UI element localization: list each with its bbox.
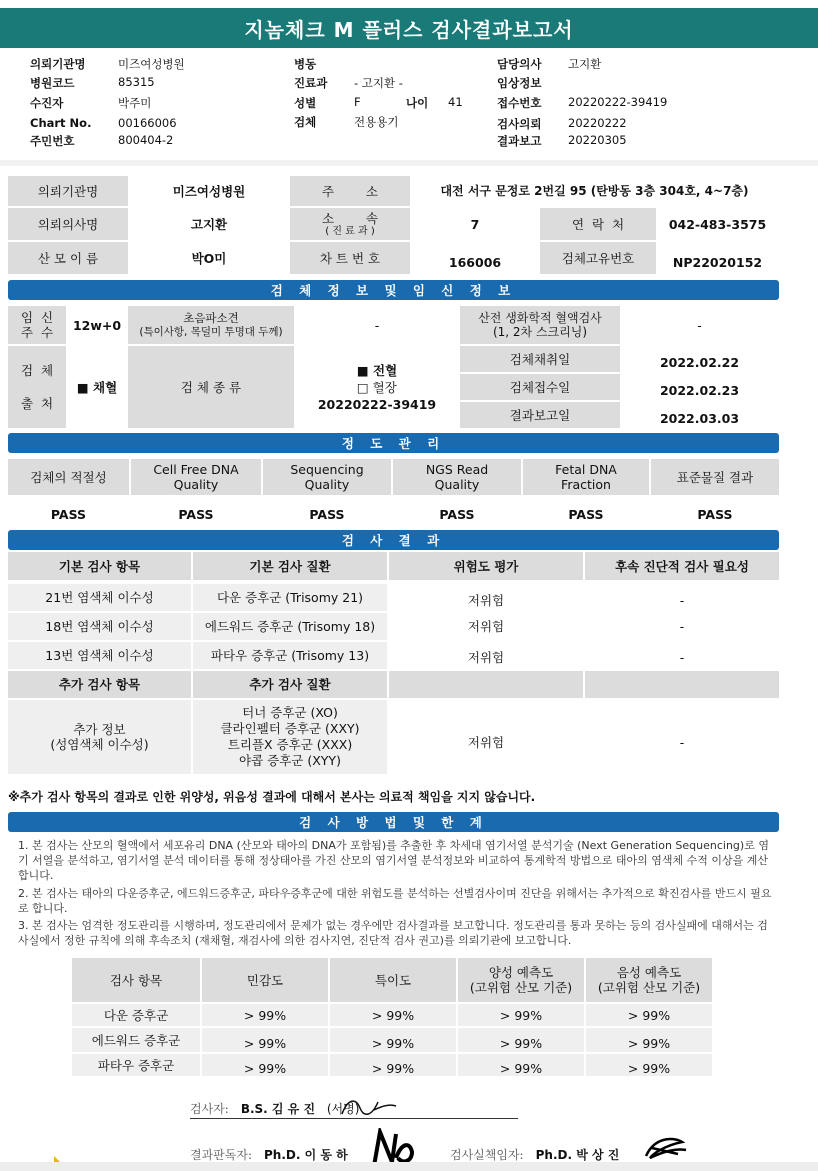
method-note: 2. 본 검사는 태아의 다운증후군, 에드워드증후군, 파타우증후군에 대한 위험도를 분석하는 선별검사이며 진단을 위해서는 추가적으로 확진검사를 반드시 필요로 합니다. bbox=[18, 887, 772, 915]
result-cell: 21번 염색체 이수성 bbox=[8, 584, 191, 611]
spec-label: 검체채취일 bbox=[460, 346, 620, 372]
header-value: 고지환 bbox=[568, 57, 602, 71]
add-item-line: (성염색체 이수성) bbox=[50, 737, 149, 752]
type-line: ■ 전혈 bbox=[356, 362, 398, 378]
header-label: 접수번호 bbox=[497, 96, 542, 110]
header-label: 성별 bbox=[294, 96, 317, 110]
spec-label: 검체접수일 bbox=[460, 374, 620, 400]
header-label: 병동 bbox=[294, 57, 317, 71]
info-value: 박O미 bbox=[128, 242, 290, 274]
spec-value: - bbox=[620, 306, 779, 344]
spec-label: 임 신 bbox=[20, 310, 54, 325]
type-line: 20220222-39419 bbox=[317, 396, 437, 412]
ga-label-cell bbox=[8, 306, 66, 344]
section-qc-header: 정 도 관 리 bbox=[8, 433, 779, 453]
spec-value: ■ 채혈 bbox=[66, 346, 128, 428]
report-title: 지놈체크 M 플러스 검사결과보고서 bbox=[0, 8, 818, 48]
qc-header bbox=[651, 459, 779, 495]
header-value: 20220305 bbox=[568, 133, 627, 147]
us-label-cell bbox=[128, 306, 294, 344]
header-label: 담당의사 bbox=[497, 57, 542, 71]
perf-header-line: 양성 예측도 bbox=[488, 965, 554, 980]
header-label: 병원코드 bbox=[30, 76, 75, 90]
header-value: 20220222 bbox=[568, 116, 627, 130]
header-label: 나이 bbox=[406, 96, 429, 110]
qc-value: PASS bbox=[651, 503, 779, 525]
qc-value: PASS bbox=[131, 503, 261, 525]
perf-header: 특이도 bbox=[330, 958, 456, 1002]
info-label: 소 속 bbox=[322, 210, 378, 226]
header-value: - 고지환 - bbox=[354, 76, 403, 90]
header-label: 의뢰기관명 bbox=[30, 57, 86, 71]
add-item-line: 추가 정보 bbox=[73, 722, 126, 737]
header-label: 주민번호 bbox=[30, 134, 75, 148]
qc-value: PASS bbox=[8, 503, 129, 525]
spec-value: 2022.03.03 bbox=[620, 402, 779, 428]
info-value: NP22020152 bbox=[656, 242, 779, 274]
info-label: 연 락 처 bbox=[540, 208, 656, 240]
add-item-cell bbox=[8, 700, 191, 774]
info-value: 042-483-3575 bbox=[656, 208, 779, 240]
chief-label: 검사실책임자: bbox=[450, 1148, 524, 1162]
spec-label: 주 수 bbox=[20, 325, 54, 340]
perf-header: 검사 항목 bbox=[72, 958, 200, 1002]
spec-label: 결과보고일 bbox=[460, 402, 620, 428]
header-label: 진료과 bbox=[294, 76, 328, 90]
tester-name: B.S. 김 유 진 bbox=[240, 1102, 316, 1116]
header-value: 20220222-39419 bbox=[568, 95, 668, 109]
spec-value: - bbox=[294, 306, 460, 344]
screen-label-cell bbox=[460, 306, 620, 344]
add-disease: 트리플X 증후군 (XXX) bbox=[227, 737, 353, 752]
perf-cell: 다운 증후군 bbox=[72, 1004, 200, 1026]
chief-name: Ph.D. 박 상 진 bbox=[535, 1148, 620, 1162]
header-value: 미즈여성병원 bbox=[118, 57, 185, 71]
qc-header-line: Fetal DNA bbox=[555, 462, 617, 477]
perf-cell: > 99% bbox=[458, 1028, 584, 1052]
tester-signature-line bbox=[190, 1100, 359, 1117]
result-header: 추가 검사 질환 bbox=[193, 671, 387, 698]
perf-header: 민감도 bbox=[202, 958, 328, 1002]
perf-cell: > 99% bbox=[202, 1054, 328, 1076]
header-label: Chart No. bbox=[30, 116, 92, 130]
tester-sign-text: (서명) bbox=[326, 1102, 360, 1116]
judge-signature-line bbox=[190, 1146, 348, 1163]
add-disease: 야콥 증후군 (XYY) bbox=[239, 753, 341, 768]
add-disease: 클라인펠터 증후군 (XXY) bbox=[220, 721, 360, 736]
header-label: 검사의뢰 bbox=[497, 117, 542, 131]
result-cell: - bbox=[585, 642, 779, 669]
qc-value: PASS bbox=[393, 503, 521, 525]
header-label: 검체 bbox=[294, 115, 317, 129]
spec-label: (특이사항, 목덜미 투명대 두께) bbox=[139, 325, 283, 338]
add-disease-cell bbox=[193, 700, 387, 774]
disclaimer: ※추가 검사 항목의 결과로 인한 위양성, 위음성 결과에 대해서 본사는 의료적 책임을 지지 않습니다. bbox=[8, 790, 536, 804]
result-cell: 13번 염색체 이수성 bbox=[8, 642, 191, 669]
info-label: 의뢰의사명 bbox=[8, 208, 128, 240]
info-value: 미즈여성병원 bbox=[128, 176, 290, 206]
spec-value: 2022.02.23 bbox=[620, 374, 779, 400]
chief-signature-line bbox=[450, 1146, 619, 1163]
perf-cell: > 99% bbox=[330, 1054, 456, 1076]
qc-header bbox=[131, 459, 261, 495]
header-label: 수진자 bbox=[30, 96, 64, 110]
method-note: 1. 본 검사는 산모의 혈액에서 세포유리 DNA (산모와 태아의 DNA가 포함됨)를 추출한 후 차세대 염기서열 분석기술 (Next Generation Sequencing)로 염기 서열을 분석하고, 염기서열 분석 데이터를 통해 정상태아를 가진 산모의 염기서열 분석정보와 비교하여 통계학적 방법으로 태아의 염색체 수적 이상을 계산합니다. bbox=[18, 839, 769, 882]
result-header: 기본 검사 항목 bbox=[8, 552, 191, 580]
chief-signature-mark bbox=[642, 1134, 688, 1162]
perf-cell: > 99% bbox=[458, 1054, 584, 1076]
result-cell: - bbox=[585, 584, 779, 611]
perf-cell: > 99% bbox=[586, 1004, 712, 1026]
tester-label: 검사자: bbox=[190, 1102, 229, 1116]
tester-signature-mark bbox=[338, 1094, 398, 1120]
header-value: 00166006 bbox=[118, 116, 177, 130]
perf-header-line: (고위험 산모 기준) bbox=[469, 980, 573, 995]
result-header: 기본 검사 질환 bbox=[193, 552, 387, 580]
info-label: 의뢰기관명 bbox=[8, 176, 128, 206]
qc-value: PASS bbox=[523, 503, 649, 525]
spec-label: 초음파소견 bbox=[183, 310, 239, 325]
qc-header bbox=[263, 459, 391, 495]
perf-cell: > 99% bbox=[202, 1028, 328, 1052]
qc-header-line: Quality bbox=[173, 477, 219, 492]
header-label: 임상정보 bbox=[497, 76, 542, 90]
result-header-blank bbox=[585, 671, 779, 698]
judge-name: Ph.D. 이 동 하 bbox=[264, 1148, 348, 1162]
result-cell: 저위험 bbox=[389, 613, 583, 640]
result-cell: 에드워드 증후군 (Trisomy 18) bbox=[193, 613, 387, 640]
header-label: 결과보고 bbox=[497, 134, 542, 148]
perf-cell: > 99% bbox=[330, 1004, 456, 1026]
result-cell: 파타우 증후군 (Trisomy 13) bbox=[193, 642, 387, 669]
info-value: 166006 bbox=[410, 242, 540, 274]
qc-header bbox=[8, 459, 129, 495]
qc-header-line: Quality bbox=[434, 477, 480, 492]
method-note: 3. 본 검사는 엄격한 정도관리를 시행하며, 정도관리에서 문제가 없는 경우에만 검사결과를 보고합니다. 정도관리를 통과 못하는 등의 검사실패에 대해서는 검사실에서 정한 규칙에 의해 후속조치 (재채혈, 재검사에 의한 검사지연, 진단적 검사 권고)를 의뢰기관에 보고합니다. bbox=[18, 919, 768, 947]
section-result-header: 검 사 결 과 bbox=[8, 530, 779, 550]
qc-header-line: Sequencing bbox=[290, 462, 364, 477]
perf-header-line: 음성 예측도 bbox=[616, 965, 682, 980]
perf-cell: > 99% bbox=[586, 1028, 712, 1052]
type-value-cell bbox=[294, 346, 460, 428]
qc-header-line: 검체의 적절성 bbox=[30, 469, 107, 485]
perf-cell: > 99% bbox=[586, 1054, 712, 1076]
header-value: 85315 bbox=[118, 75, 155, 89]
spec-label: 산전 생화학적 혈액검사 bbox=[478, 310, 602, 325]
header-divider bbox=[0, 160, 818, 166]
add-disease: 터너 증후군 (XO) bbox=[242, 705, 338, 720]
spec-value: 2022.02.22 bbox=[620, 346, 779, 372]
spec-label: 검 체 종 류 bbox=[128, 346, 294, 428]
header-value: 800404-2 bbox=[118, 133, 174, 147]
qc-header bbox=[523, 459, 649, 495]
result-cell: 18번 염색체 이수성 bbox=[8, 613, 191, 640]
result-cell: - bbox=[585, 700, 779, 774]
info-value: 7 bbox=[410, 208, 540, 240]
perf-cell: > 99% bbox=[202, 1004, 328, 1026]
spec-value: 12w+0 bbox=[66, 306, 128, 344]
qc-value: PASS bbox=[263, 503, 391, 525]
perf-header bbox=[586, 958, 712, 1002]
corner-marker bbox=[54, 1156, 60, 1162]
qc-header-line: Fraction bbox=[561, 477, 611, 492]
page-bottom-strip bbox=[0, 1162, 818, 1171]
section-specimen-header: 검 체 정 보 및 임 신 정 보 bbox=[8, 280, 779, 300]
perf-header bbox=[458, 958, 584, 1002]
info-value: 대전 서구 문정로 2번길 95 (탄방동 3층 304호, 4~7층) bbox=[410, 176, 779, 206]
info-label: 차 트 번 호 bbox=[290, 242, 410, 274]
header-value: 41 bbox=[448, 95, 463, 109]
qc-header bbox=[393, 459, 521, 495]
result-header: 위험도 평가 bbox=[389, 552, 583, 580]
result-cell: 저위험 bbox=[389, 700, 583, 774]
type-line: □ 혈장 bbox=[356, 379, 397, 395]
perf-cell: > 99% bbox=[458, 1004, 584, 1026]
spec-label: (1, 2차 스크리닝) bbox=[492, 325, 588, 339]
result-header: 후속 진단적 검사 필요성 bbox=[585, 552, 779, 580]
info-label: 산 모 이 름 bbox=[8, 242, 128, 274]
header-value: F bbox=[354, 95, 361, 109]
info-label: 검체고유번호 bbox=[540, 242, 656, 274]
qc-header-line: NGS Read bbox=[425, 462, 489, 477]
perf-cell: 파타우 증후군 bbox=[72, 1054, 200, 1076]
dept-label-cell bbox=[290, 208, 410, 240]
perf-header-line: (고위험 산모 기준) bbox=[597, 980, 701, 995]
result-header-blank bbox=[389, 671, 583, 698]
info-label: 주 소 bbox=[290, 176, 410, 206]
perf-cell: > 99% bbox=[330, 1028, 456, 1052]
judge-label: 결과판독자: bbox=[190, 1148, 253, 1162]
info-value: 고지환 bbox=[128, 208, 290, 240]
section-method-header: 검 사 방 법 및 한 계 bbox=[8, 812, 779, 832]
result-cell: 저위험 bbox=[389, 642, 583, 669]
header-value: 박주미 bbox=[118, 96, 152, 110]
qc-header-line: Quality bbox=[304, 477, 350, 492]
qc-header-line: Cell Free DNA bbox=[153, 462, 239, 477]
info-label: ( 진 료 과 ) bbox=[325, 225, 375, 237]
result-cell: 저위험 bbox=[389, 584, 583, 611]
qc-header-line: 표준물질 결과 bbox=[676, 469, 754, 485]
perf-cell: 에드워드 증후군 bbox=[72, 1028, 200, 1052]
spec-label: 출 처 bbox=[20, 396, 54, 411]
src-label-cell bbox=[8, 346, 66, 428]
spec-label: 검 체 bbox=[20, 363, 54, 378]
result-cell: 다운 증후군 (Trisomy 21) bbox=[193, 584, 387, 611]
result-cell: - bbox=[585, 613, 779, 640]
header-value: 전용용기 bbox=[354, 115, 399, 129]
result-header: 추가 검사 항목 bbox=[8, 671, 191, 698]
